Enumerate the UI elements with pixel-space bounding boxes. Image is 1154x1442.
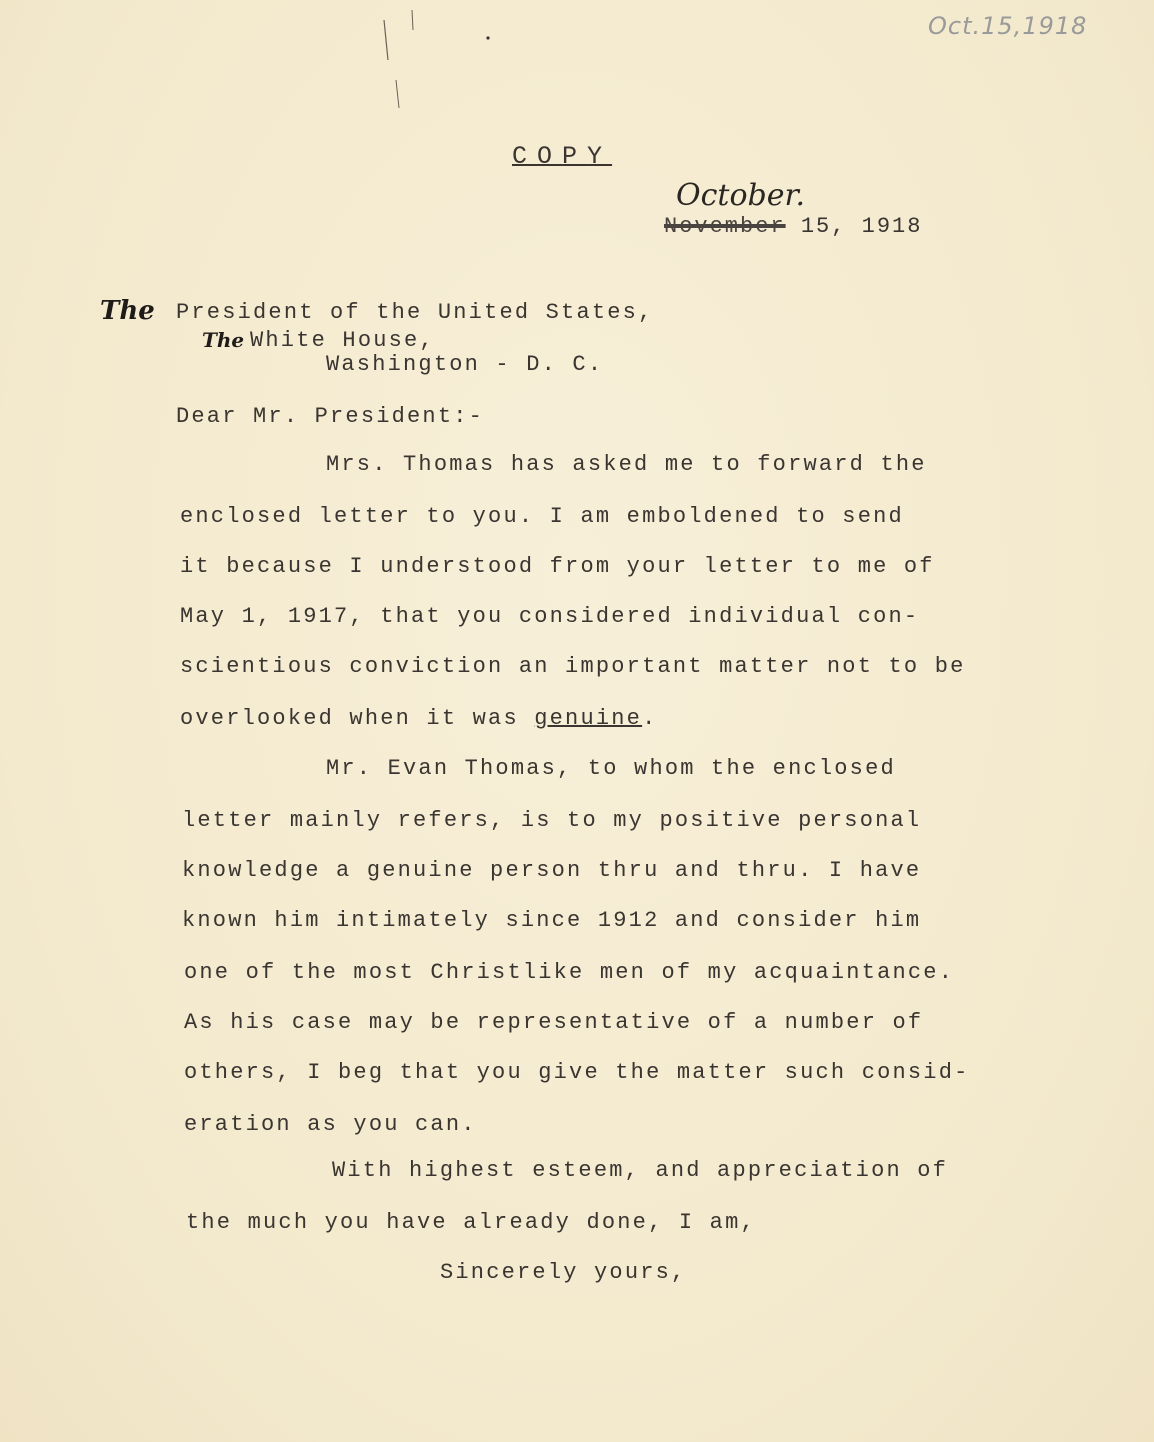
handwritten-the-mark: The xyxy=(100,296,155,326)
heading-letter: O xyxy=(537,142,563,171)
body-line: eration as you can. xyxy=(184,1112,477,1137)
salutation: Dear Mr. President:- xyxy=(176,404,485,429)
body-line: knowledge a genuine person thru and thru. I have xyxy=(182,858,922,883)
body-line: it because I understood from your letter to me of xyxy=(180,554,935,579)
body-line: others, I beg that you give the matter such consid- xyxy=(184,1060,970,1085)
struck-month: November xyxy=(664,214,786,239)
heading-letter: P xyxy=(562,142,588,171)
body-line: one of the most Christlike men of my acquaintance. xyxy=(184,960,955,985)
body-line: letter mainly refers, is to my positive personal xyxy=(182,808,922,833)
handwritten-the-mark: The xyxy=(202,328,245,352)
closing-line: the much you have already done, I am, xyxy=(186,1210,756,1235)
copy-heading xyxy=(512,142,612,171)
heading-letter: C xyxy=(512,142,538,171)
heading-letter: Y xyxy=(587,142,613,171)
underlined-word: genuine xyxy=(534,706,643,731)
date-day-year: 15, 1918 xyxy=(800,214,923,239)
date-line xyxy=(664,214,922,239)
body-line xyxy=(180,708,657,730)
body-line-text: . xyxy=(642,706,658,731)
body-line: May 1, 1917, that you considered individual con- xyxy=(180,604,920,629)
address-line-1: President of the United States, xyxy=(176,300,654,325)
body-line-text: overlooked when it was xyxy=(180,706,535,731)
address-line-3: Washington - D. C. xyxy=(326,352,604,377)
body-line: Mrs. Thomas has asked me to forward the xyxy=(326,452,927,477)
signoff: Sincerely yours, xyxy=(440,1260,687,1285)
body-line: enclosed letter to you. I am emboldened to send xyxy=(180,504,904,529)
body-line: known him intimately since 1912 and consider him xyxy=(182,908,922,933)
archive-pencil-date: Oct.15,1918 xyxy=(928,12,1088,40)
closing-line: With highest esteem, and appreciation of xyxy=(332,1158,949,1183)
body-line: Mr. Evan Thomas, to whom the enclosed xyxy=(326,756,896,781)
handwritten-month: October. xyxy=(676,178,806,213)
address-line-2: White House, xyxy=(250,328,435,353)
body-line: scientious conviction an important matter not to be xyxy=(180,654,966,679)
body-line: As his case may be representative of a number of xyxy=(184,1010,924,1035)
